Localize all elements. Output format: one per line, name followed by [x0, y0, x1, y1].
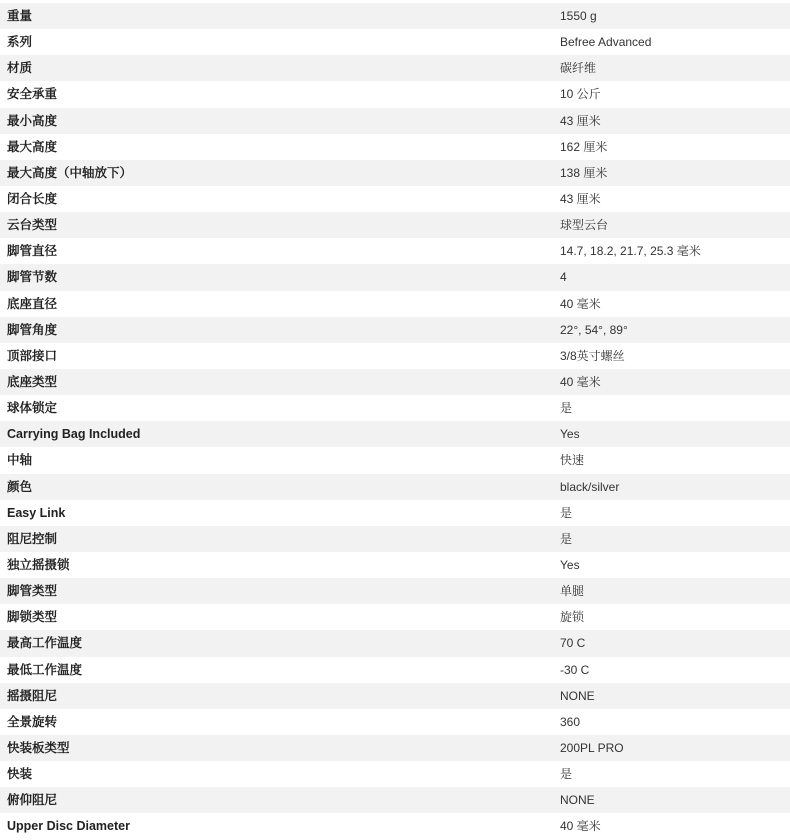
spec-row	[0, 29, 790, 55]
spec-label: 底座直径	[7, 296, 58, 311]
spec-value: 138 厘米	[560, 165, 608, 180]
spec-value: 10 公斤	[560, 87, 601, 102]
spec-value: 单腿	[560, 584, 585, 599]
spec-row	[0, 108, 790, 134]
spec-label: Carrying Bag Included	[7, 427, 141, 442]
spec-row	[0, 761, 790, 787]
spec-value: 快速	[560, 453, 585, 468]
spec-label: 阻尼控制	[7, 531, 58, 546]
spec-value: 200PL PRO	[560, 741, 624, 755]
spec-value: 是	[560, 401, 573, 416]
spec-label: 闭合长度	[7, 192, 58, 207]
spec-value: 1550 g	[560, 9, 597, 24]
spec-value: 是	[560, 531, 573, 546]
spec-label: 全景旋转	[7, 714, 58, 729]
spec-row	[0, 238, 790, 264]
spec-label: 最小高度	[7, 113, 58, 128]
spec-row	[0, 395, 790, 421]
spec-label: 球体锁定	[7, 401, 58, 416]
spec-row	[0, 55, 790, 81]
spec-value: 是	[560, 767, 573, 782]
spec-label: 系列	[7, 35, 33, 50]
spec-value: 40 毫米	[560, 819, 601, 834]
spec-value: 旋锁	[560, 610, 585, 625]
spec-row	[0, 369, 790, 395]
spec-label: Upper Disc Diameter	[7, 819, 130, 834]
spec-label: 摇摄阻尼	[7, 688, 58, 703]
spec-value: NONE	[560, 688, 595, 703]
spec-value: black/silver	[560, 479, 620, 494]
spec-label: 脚管角度	[7, 322, 58, 337]
spec-value: NONE	[560, 793, 595, 808]
spec-label: 顶部接口	[7, 348, 58, 363]
spec-table	[0, 3, 790, 840]
spec-value: 是	[560, 505, 573, 520]
spec-row	[0, 447, 790, 473]
spec-row	[0, 212, 790, 238]
spec-row	[0, 552, 790, 578]
spec-label: 安全承重	[7, 87, 58, 102]
spec-value: 40 毫米	[560, 375, 601, 390]
spec-row	[0, 421, 790, 447]
spec-value: 360	[560, 714, 581, 729]
spec-row	[0, 604, 790, 630]
spec-row	[0, 81, 790, 107]
spec-row	[0, 735, 790, 761]
spec-value: 球型云台	[560, 218, 609, 233]
spec-row	[0, 578, 790, 604]
spec-label: 材质	[7, 61, 33, 76]
spec-row	[0, 500, 790, 526]
spec-row	[0, 526, 790, 552]
spec-table-body	[0, 3, 790, 840]
spec-label: 脚管节数	[7, 270, 58, 285]
spec-row	[0, 317, 790, 343]
spec-label: 快装	[7, 767, 33, 782]
spec-row	[0, 683, 790, 709]
spec-label: Easy Link	[7, 505, 66, 520]
spec-label: 最大高度（中轴放下）	[7, 165, 133, 180]
spec-value: Yes	[560, 427, 580, 442]
spec-label: 云台类型	[7, 218, 58, 233]
spec-label: 重量	[7, 9, 33, 24]
spec-label: 最大高度	[7, 139, 58, 154]
spec-label: 快装板类型	[7, 741, 70, 755]
spec-row	[0, 657, 790, 683]
spec-value: 43 厘米	[560, 113, 601, 128]
spec-label: 脚锁类型	[7, 610, 58, 625]
spec-row	[0, 3, 790, 29]
spec-label: 俯仰阻尼	[7, 793, 58, 808]
spec-label: 脚管直径	[7, 244, 58, 259]
spec-row	[0, 709, 790, 735]
spec-value: 40 毫米	[560, 296, 601, 311]
spec-row	[0, 787, 790, 813]
spec-row	[0, 291, 790, 317]
spec-value: 70 C	[560, 636, 586, 651]
spec-value: -30 C	[560, 662, 590, 677]
spec-value: Befree Advanced	[560, 35, 652, 50]
spec-label: 最高工作温度	[7, 636, 83, 651]
spec-value: 162 厘米	[560, 139, 608, 154]
spec-label: 颜色	[7, 479, 33, 494]
spec-value: 43 厘米	[560, 192, 601, 207]
spec-row	[0, 160, 790, 186]
spec-value: 3/8英寸螺丝	[560, 348, 625, 363]
spec-row	[0, 186, 790, 212]
spec-row	[0, 630, 790, 656]
spec-value: 4	[560, 270, 567, 285]
spec-row	[0, 474, 790, 500]
spec-value: 14.7, 18.2, 21.7, 25.3 毫米	[560, 244, 701, 259]
spec-value: Yes	[560, 558, 580, 573]
spec-value: 22°, 54°, 89°	[560, 322, 628, 337]
spec-row	[0, 264, 790, 290]
spec-label: 最低工作温度	[7, 662, 83, 677]
spec-value: 碳纤维	[560, 61, 597, 76]
spec-row	[0, 813, 790, 839]
spec-label: 脚管类型	[7, 584, 58, 599]
spec-label: 独立摇摄锁	[7, 558, 70, 573]
spec-row	[0, 343, 790, 369]
spec-label: 中轴	[7, 453, 33, 468]
spec-row	[0, 134, 790, 160]
spec-label: 底座类型	[7, 375, 58, 390]
